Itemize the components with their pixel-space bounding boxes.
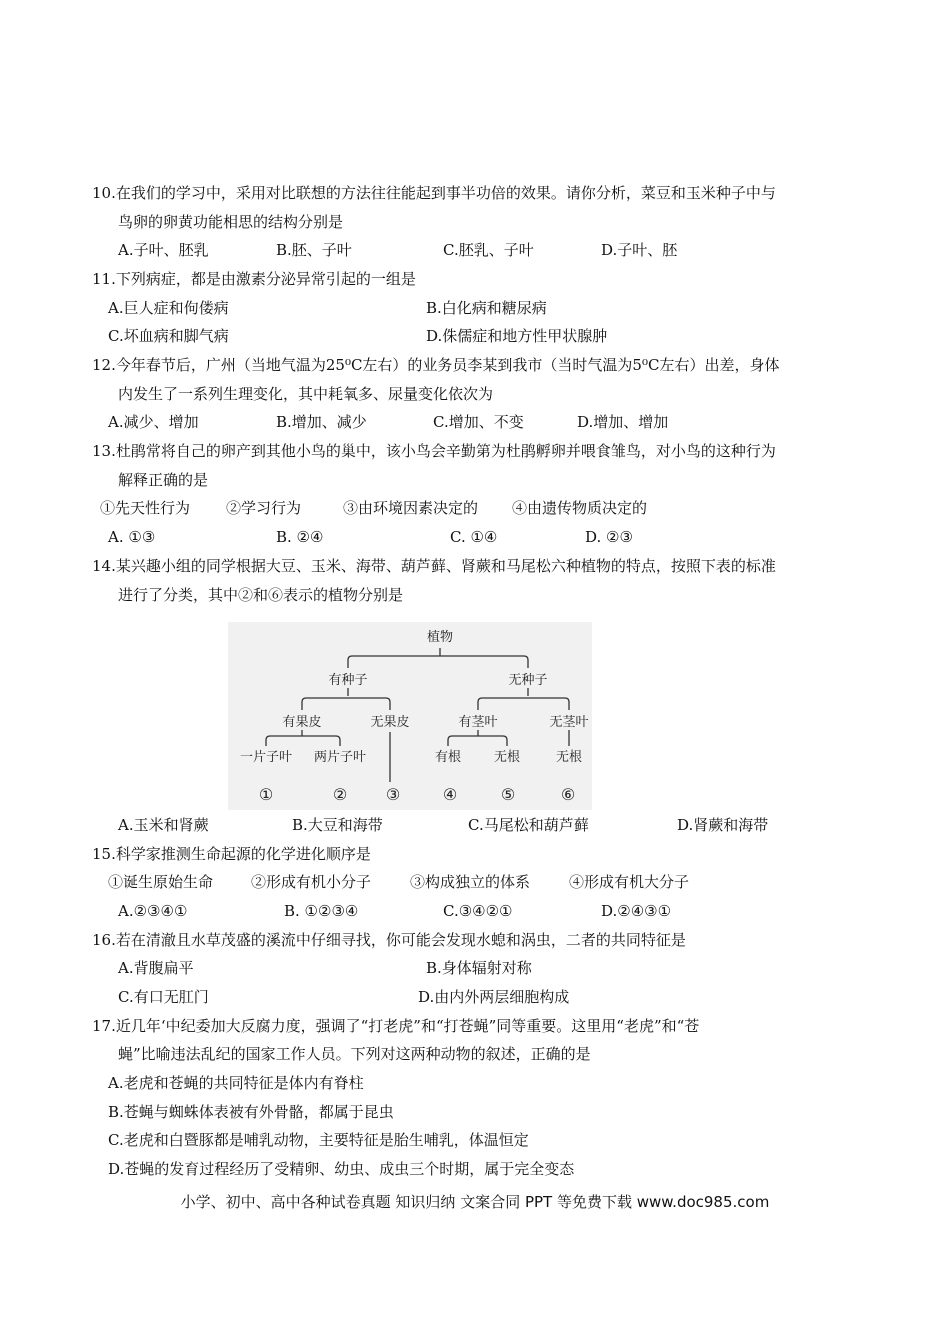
q12-option-b: B.增加、减少 xyxy=(276,413,367,431)
question-16-text: 16.若在清澈且水草茂盛的溪流中仔细寻找，你可能会发现水螅和涡虫，二者的共同特征是 xyxy=(92,931,686,949)
q16-option-b: B.身体辐射对称 xyxy=(426,959,532,977)
q13-option-c: C. ①④ xyxy=(450,528,498,546)
q13-option-b: B. ②④ xyxy=(276,528,324,546)
question-10-text: 10.在我们的学习中，采用对比联想的方法往往能起到事半功倍的效果。请你分析，菜豆和玉米种子中与 xyxy=(92,184,776,202)
node-without-stem-leaf: 无茎叶 xyxy=(549,715,589,730)
q10-option-a: A.子叶、胚乳 xyxy=(118,241,209,259)
node-with-stem-leaf: 有茎叶 xyxy=(458,715,498,730)
q17-option-c: C.老虎和白暨豚都是哺乳动物，主要特征是胎生哺乳，体温恒定 xyxy=(108,1131,529,1149)
q16-option-d: D.由内外两层细胞构成 xyxy=(418,988,570,1006)
node-one-cotyledon: 一片子叶 xyxy=(239,750,293,765)
q15-statement-2: ②形成有机小分子 xyxy=(251,873,372,891)
question-13-text: 13.杜鹃常将自己的卵产到其他小鸟的巢中，该小鸟会辛勤第为杜鹃孵卵并喂食雏鸟，对小鸟的这种行为 xyxy=(92,442,776,460)
leaf-3: ③ xyxy=(385,785,401,804)
q11-option-c: C.坏血病和脚气病 xyxy=(108,327,229,345)
leaf-2: ② xyxy=(332,785,348,804)
node-without-pericarp: 无果皮 xyxy=(370,715,410,730)
q15-statement-4: ④形成有机大分子 xyxy=(569,873,690,891)
q16-option-a: A.背腹扁平 xyxy=(118,959,194,977)
question-14-text: 14.某兴趣小组的同学根据大豆、玉米、海带、葫芦藓、肾蕨和马尾松六种植物的特点，按照下表的标准 xyxy=(92,557,776,575)
q12-option-c: C.增加、不变 xyxy=(433,413,524,431)
node-two-cotyledons: 两片子叶 xyxy=(313,750,367,765)
q15-option-c: C.③④②① xyxy=(443,902,513,920)
q17-option-d: D.苍蝇的发育过程经历了受精卵、幼虫、成虫三个时期，属于完全变态 xyxy=(108,1160,575,1178)
q13-statement-2: ②学习行为 xyxy=(226,499,302,517)
question-17-text: 17.近几年‘中纪委加大反腐力度，强调了“打老虎”和“打苍蝇”同等重要。这里用“老虎”和“苍 xyxy=(92,1017,700,1035)
q10-option-d: D.子叶、胚 xyxy=(601,241,678,259)
node-without-seed: 无种子 xyxy=(508,673,548,688)
q14-option-c: C.马尾松和葫芦藓 xyxy=(468,816,589,834)
q17-option-a: A.老虎和苍蝇的共同特征是体内有脊柱 xyxy=(108,1074,364,1092)
question-11-text: 11.下列病症，都是由激素分泌异常引起的一组是 xyxy=(92,270,416,288)
leaf-4: ④ xyxy=(442,785,458,804)
q16-option-c: C.有口无肛门 xyxy=(118,988,209,1006)
question-12-text-cont: 内发生了一系列生理变化，其中耗氧多、尿量变化依次为 xyxy=(118,385,494,403)
q12-option-a: A.减少、增加 xyxy=(108,413,199,431)
node-with-seed: 有种子 xyxy=(328,673,368,688)
node-with-pericarp: 有果皮 xyxy=(282,715,322,730)
q15-statement-3: ③构成独立的体系 xyxy=(410,873,531,891)
classification-tree xyxy=(228,622,592,810)
node-with-root: 有根 xyxy=(434,750,462,765)
leaf-6: ⑥ xyxy=(560,785,576,804)
plant-classification-diagram xyxy=(228,622,592,810)
q10-option-b: B.胚、子叶 xyxy=(276,241,352,259)
q11-option-a: A.巨人症和佝偻病 xyxy=(108,299,229,317)
q11-option-d: D.侏儒症和地方性甲状腺肿 xyxy=(426,327,608,345)
question-10-text-cont: 鸟卵的卵黄功能相思的结构分别是 xyxy=(118,213,344,231)
question-15-text: 15.科学家推测生命起源的化学进化顺序是 xyxy=(92,845,371,863)
q15-statement-1: ①诞生原始生命 xyxy=(108,873,214,891)
question-13-text-cont: 解释正确的是 xyxy=(118,471,209,489)
q14-option-a: A.玉米和肾蕨 xyxy=(118,816,209,834)
q14-option-d: D.肾蕨和海带 xyxy=(677,816,769,834)
q15-option-d: D.②④③① xyxy=(601,902,672,920)
leaf-5: ⑤ xyxy=(500,785,516,804)
q10-option-c: C.胚乳、子叶 xyxy=(443,241,534,259)
page-footer: 小学、初中、高中各种试卷真题 知识归纳 文案合同 PPT 等免费下载 www.doc985.com xyxy=(180,1193,770,1211)
q13-option-d: D. ②③ xyxy=(585,528,633,546)
leaf-1: ① xyxy=(258,785,274,804)
q13-statement-4: ④由遗传物质决定的 xyxy=(512,499,648,517)
q13-option-a: A. ①③ xyxy=(108,528,156,546)
q13-statement-3: ③由环境因素决定的 xyxy=(343,499,479,517)
node-plant: 植物 xyxy=(426,630,454,645)
node-without-root-2: 无根 xyxy=(555,750,583,765)
question-14-text-cont: 进行了分类，其中②和⑥表示的植物分别是 xyxy=(118,586,404,604)
q15-option-b: B. ①②③④ xyxy=(284,902,359,920)
q17-option-b: B.苍蝇与蜘蛛体表被有外骨骼，都属于昆虫 xyxy=(108,1103,394,1121)
q12-option-d: D.增加、增加 xyxy=(577,413,669,431)
node-without-root-1: 无根 xyxy=(493,750,521,765)
q15-option-a: A.②③④① xyxy=(118,902,188,920)
q13-statement-1: ①先天性行为 xyxy=(100,499,191,517)
question-12-text: 12.今年春节后，广州（当地气温为25⁰C左右）的业务员李某到我市（当时气温为5⁰C左右）出差，身体 xyxy=(92,356,780,374)
question-17-text-cont: 蝇”比喻违法乱纪的国家工作人员。下列对这两种动物的叙述，正确的是 xyxy=(118,1045,591,1063)
q14-option-b: B.大豆和海带 xyxy=(292,816,383,834)
q11-option-b: B.白化病和糖尿病 xyxy=(426,299,547,317)
